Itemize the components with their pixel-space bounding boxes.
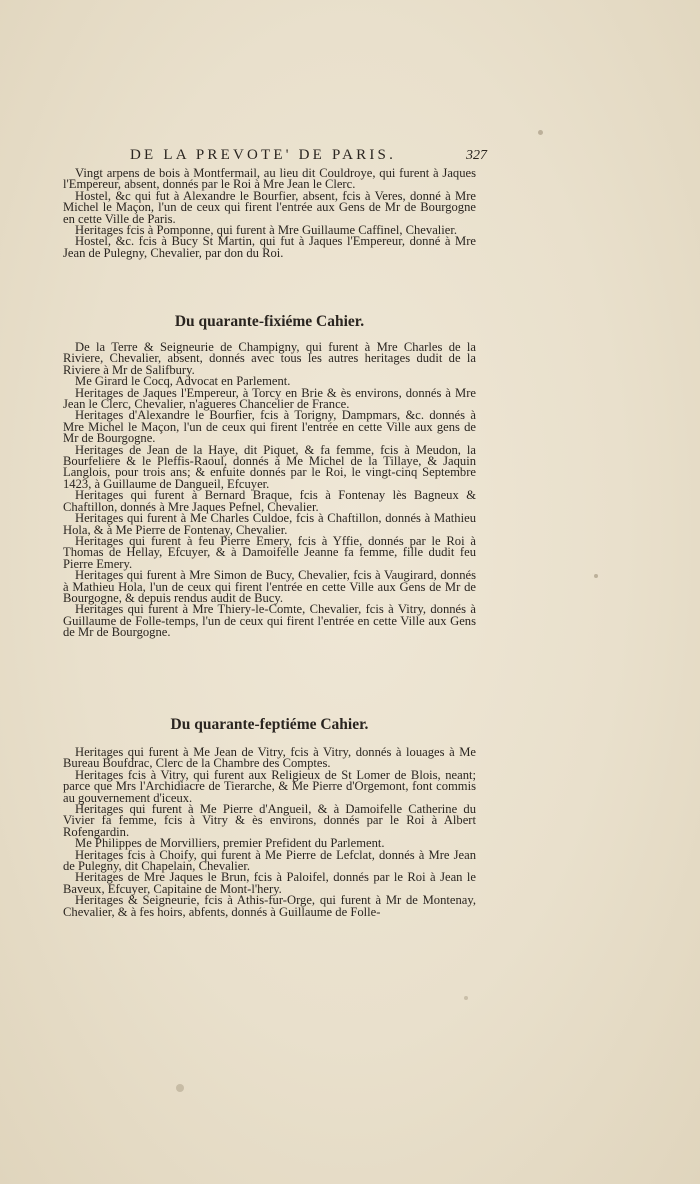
foxing-spot — [464, 996, 468, 1000]
continued-entries — [63, 168, 476, 259]
entry-paragraph: Vingt arpens de bois à Montfermail, au lieu dit Couldroye, qui furent à Jaques l'Empereur, absent, donnés par le Roi à Mre Jean le Clerc. — [63, 166, 476, 192]
entry-paragraph: Heritages qui furent à Me Jean de Vitry, fcis à Vitry, donnés à louages à Me Bureau Boufdrac, Clerc de la Chambre des Comptes. — [63, 745, 476, 771]
entry-paragraph: Heritages & Seigneurie, fcis à Athis-fur-Orge, qui furent à Mr de Montenay, Chevalier, & à fes hoirs, abfents, donnés à Guillaume de Folle- — [63, 893, 476, 919]
entry-paragraph: Heritages qui furent à Me Pierre d'Angueil, & à Damoifelle Catherine du Vivier fa femme, fcis à Vitry & ès environs, donnés par le Roi à Albert Rofengardin. — [63, 802, 476, 839]
foxing-spot — [538, 130, 543, 135]
section-heading-47: Du quarante-feptiéme Cahier. — [170, 716, 369, 733]
entry-paragraph: Heritages de Jean de la Haye, dit Piquet, & fa femme, fcis à Meudon, la Bourfeliere & le Pleffis-Raoul, donnés à Me Michel de la Tillaye, & Jaquin Langlois, pour trois ans; & enfuite donnés par le Roi, le vingt-cinq Septembre 1423, à Guillaume de Dangueil, Efcuyer. — [63, 442, 476, 491]
entry-paragraph: Me Girard le Cocq, Advocat en Parlement. — [75, 374, 291, 389]
entry-paragraph: Heritages fcis à Choify, qui furent à Me Pierre de Lefclat, donnés à Mre Jean de Pulegny, dit Chapelain, Chevalier. — [63, 847, 476, 874]
page-number: 327 — [466, 148, 487, 163]
entry-paragraph: Heritages de Jaques l'Empereur, à Torcy en Brie & ès environs, donnés à Mre Jean le Clerc, Chevalier, n'agueres Chancelier de France. — [63, 385, 476, 412]
entry-paragraph: Heritages de Mre Jaques le Brun, fcis à Paloifel, donnés par le Roi à Jean le Baveux, Efcuyer, Capitaine de Mont-l'hery. — [63, 870, 476, 896]
foxing-spot — [176, 1084, 184, 1092]
running-head: DE LA PREVOTE' DE PARIS. — [130, 147, 397, 163]
page-header — [130, 147, 485, 165]
entry-paragraph: De la Terre & Seigneurie de Champigny, qui furent à Mre Charles de la Riviere, Chevalier, absent, donnés avec tous les autres heritages dudit de la Riviere à Mr de Salifbury. — [63, 340, 476, 377]
entry-paragraph: Heritages d'Alexandre le Bourfier, fcis à Torigny, Dampmars, &c. donnés à Mre Michel le Maçon, l'un de ceux qui firent l'entrée en cette Ville aux gens de Mr de Bourgogne. — [63, 408, 476, 446]
foxing-spot — [594, 574, 598, 578]
entry-paragraph: Heritages qui furent à Mre Thiery-le-Comte, Chevalier, fcis à Vitry, donnés à Guillaume de Folle-temps, l'un de ceux qui firent l'entrée en cette Ville aux Gens de Mr de Bourgogne. — [63, 602, 476, 640]
entry-paragraph: Heritages fcis à Vitry, qui furent aux Religieux de St Lomer de Blois, neant; parce que Mrs l'Archidiacre de Tierarche, & Me Pierre d'Orgemont, font commis au gouvernement d'iceux. — [63, 767, 476, 805]
entry-paragraph: Heritages qui furent à Me Charles Culdoe, fcis à Chaftillon, donnés à Mathieu Hola, & à Me Pierre de Fontenay, Chevalier. — [63, 511, 476, 537]
entry-paragraph: Hostel, &c qui fut à Alexandre le Bourfier, absent, fcis à Veres, donné à Mre Michel le Maçon, l'un de ceux qui firent l'entrée aux Gens de Mr de Bourgogne en cette Ville de Paris. — [63, 188, 476, 226]
entry-paragraph: Heritages fcis à Pomponne, qui furent à Mre Guillaume Caffinel, Chevalier. — [75, 223, 458, 238]
section-46-entries — [63, 342, 476, 639]
entry-paragraph: Heritages qui furent à Mre Simon de Bucy, Chevalier, fcis à Vaugirard, donnés à Mathieu Hola, l'un de ceux qui firent l'entrée en cette Ville aux Gens de Mr de Bourgogne, & depuis rendus audit de Bucy. — [63, 568, 476, 605]
section-47-entries — [63, 747, 476, 918]
entry-paragraph: Hostel, &c. fcis à Bucy St Martin, qui fut à Jaques l'Empereur, donné à Mre Jean de Pulegny, Chevalier, par don du Roi. — [63, 234, 476, 260]
entry-paragraph: Heritages qui furent à feu Pierre Emery, fcis à Yffie, donnés par le Roi à Thomas de Hellay, Efcuyer, & à Damoifelle Jeanne fa femme, fille dudit feu Pierre Emery. — [63, 533, 476, 571]
entry-paragraph: Heritages qui furent à Bernard Braque, fcis à Fontenay lès Bagneux & Chaftillon, donnés à Mre Jaques Pefnel, Chevalier. — [63, 488, 476, 514]
section-heading-46: Du quarante-fixiéme Cahier. — [174, 313, 365, 330]
entry-paragraph: Me Philippes de Morvilliers, premier Prefident du Parlement. — [75, 836, 385, 851]
